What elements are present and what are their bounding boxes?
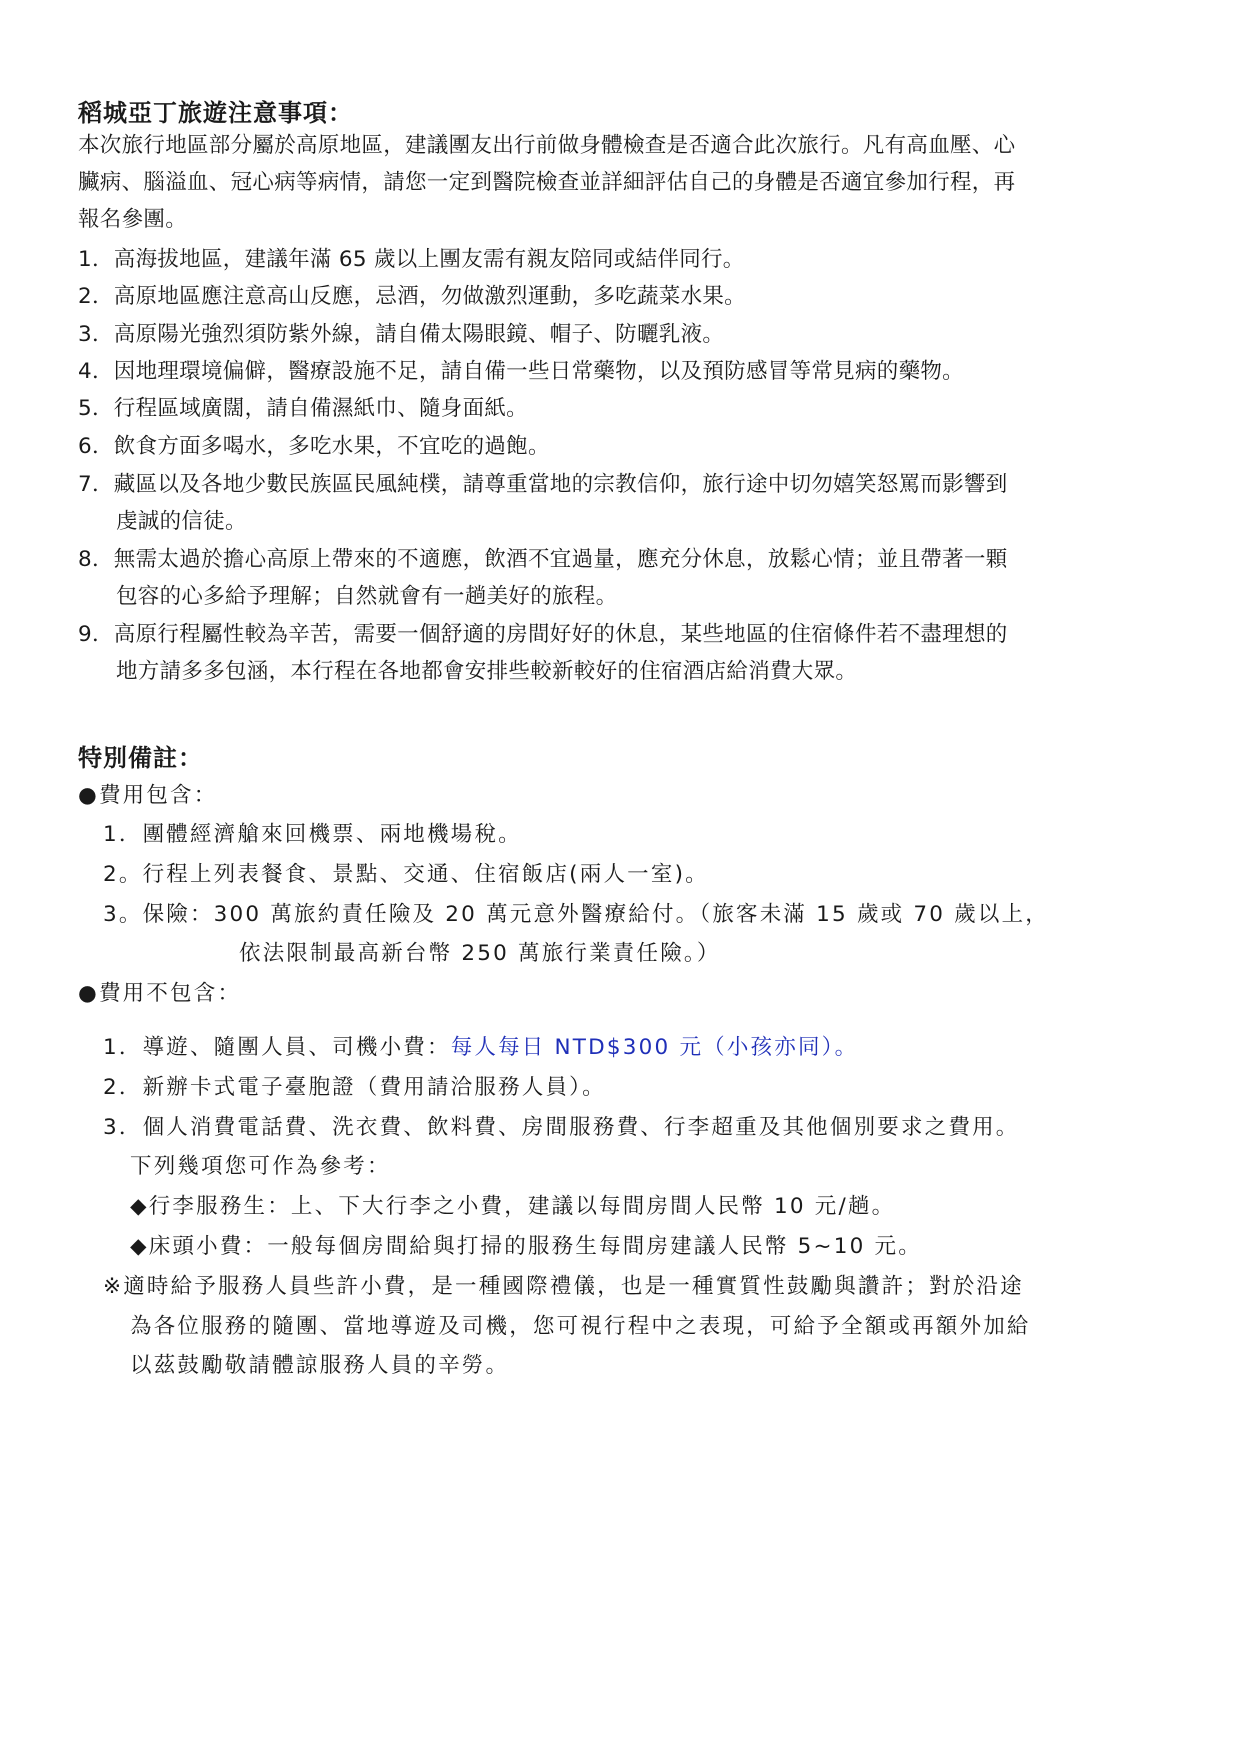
intro-line: 報名參團。 [78,207,188,232]
excluded-item-1-text: 1．導遊、隨團人員、司機小費： [103,1035,451,1060]
intro-line: 臟病、腦溢血、冠心病等病情，請您一定到醫院檢查並詳細評估自己的身體是否適宜參加行程，再 [78,170,1016,195]
note-item-2: 2．高原地區應注意高山反應，忌酒，勿做激烈運動，多吃蔬菜水果。 [78,284,746,309]
note-item-8-continued: 包容的心多給予理解；自然就會有一趟美好的旅程。 [116,584,618,609]
note-item-7: 7．藏區以及各地少數民族區民風純樸，請尊重當地的宗教信仰，旅行途中切勿嬉笑怒罵而影響到 [78,472,1008,497]
section-title-travel-notes: 稻城亞丁旅遊注意事項： [78,99,353,127]
intro-line: 本次旅行地區部分屬於高原地區，建議團友出行前做身體檢查是否適合此次旅行。凡有高血壓、心 [78,133,1016,158]
excluded-item-2: 2．新辦卡式電子臺胞證（費用請洽服務人員）。 [103,1075,606,1100]
note-item-7-continued: 虔誠的信徒。 [116,509,247,534]
tip-porter: ◆行李服務生：上、下大行李之小費，建議以每間房間人民幣 10 元/趟。 [130,1194,896,1219]
included-item-3: 3。保險：300 萬旅約責任險及 20 萬元意外醫療給付。（旅客未滿 15 歲或 70 歲以上， [103,902,1049,927]
included-heading: ●費用包含： [78,783,218,808]
excluded-item-3: 3．個人消費電話費、洗衣費、飲料費、房間服務費、行李超重及其他個別要求之費用。 [103,1115,1020,1140]
excluded-item-1 [103,1033,858,1063]
tip-amount-highlight: 每人每日 NTD$300 元（小孩亦同）。 [450,1035,859,1060]
included-item-3-continued: 依法限制最高新台幣 250 萬旅行業責任險。） [239,941,721,966]
reference-intro: 下列幾項您可作為參考： [130,1154,391,1179]
excluded-heading: ●費用不包含： [78,981,242,1006]
included-item-2: 2。行程上列表餐食、景點、交通、住宿飯店(兩人一室)。 [103,862,709,887]
note-item-8: 8．無需太過於擔心高原上帶來的不適應，飲酒不宜過量，應充分休息，放鬆心情；並且帶著一顆 [78,547,1008,572]
note-item-3: 3．高原陽光強烈須防紫外線，請自備太陽眼鏡、帽子、防曬乳液。 [78,322,725,347]
note-item-1: 1．高海拔地區，建議年滿 65 歲以上團友需有親友陪同或結伴同行。 [78,247,745,272]
tip-housekeeping: ◆床頭小費：一般每個房間給與打掃的服務生每間房建議人民幣 5~10 元。 [130,1234,922,1259]
tipping-note-continued: 為各位服務的隨團、當地導遊及司機，您可視行程中之表現，可給予全額或再額外加給 [130,1314,1031,1339]
note-item-9-continued: 地方請多多包涵，本行程在各地都會安排些較新較好的住宿酒店給消費大眾。 [116,659,858,684]
note-item-6: 6．飲食方面多喝水，多吃水果，不宜吃的過飽。 [78,434,550,459]
note-item-9: 9．高原行程屬性較為辛苦，需要一個舒適的房間好好的休息，某些地區的住宿條件若不盡理想的 [78,622,1008,647]
tipping-note-continued: 以茲鼓勵敬請體諒服務人員的辛勞。 [130,1353,510,1378]
note-item-4: 4．因地理環境偏僻，醫療設施不足，請自備一些日常藥物，以及預防感冒等常見病的藥物。 [78,359,964,384]
section-title-special-remarks: 特別備註： [78,744,203,772]
tipping-note: ※適時給予服務人員些許小費，是一種國際禮儀，也是一種實質性鼓勵與讚許；對於沿途 [103,1274,1024,1299]
included-item-1: 1．團體經濟艙來回機票、兩地機場稅。 [103,822,522,847]
note-item-5: 5．行程區域廣闊，請自備濕紙巾、隨身面紙。 [78,396,528,421]
